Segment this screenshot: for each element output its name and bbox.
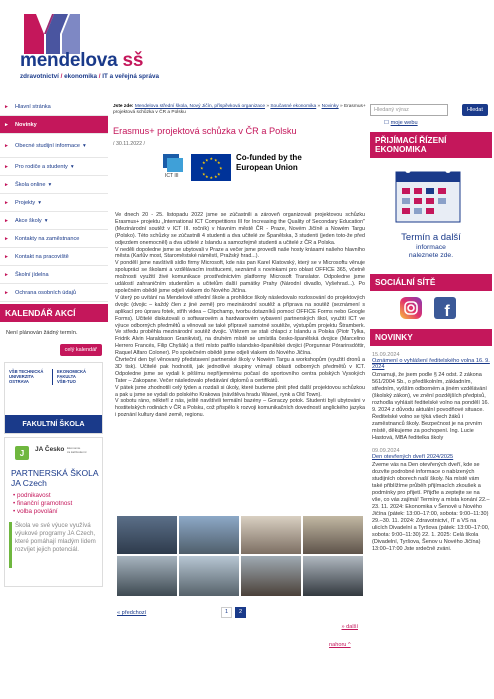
gallery-photo[interactable] <box>303 516 363 554</box>
mendelova-logo-mark-icon[interactable] <box>22 10 82 54</box>
social-heading: SOCIÁLNÍ SÍTĚ <box>370 274 492 291</box>
gallery-photo[interactable] <box>117 516 177 554</box>
news-item: 09.09.2024 Den otevřených dveří 2024/2025 Zveme vás na Den otevřených dveří, kde se dozvíte podrobné informace o nabízených studijních oborech naší školy. Na místě vám také přiblížíme průběh přijímacích zkoušek a podmínky pro přijetí. Přijďte a zeptejte se na vše, co vás zajímá! Termíny a místa konání 22.–23. 11. 2024: Ekonomika v Šenově u Nového Jičína (pátek: 13:00–17:00, sobota: 9:00–11:30) 29.–30. 11. 2024: Zdravotnictví, IT a VS na ulicích Divadelní a Tyršova (pátek: 13:00–17:00, sobota: 9:00–11:30) 22. 1. 2025: Celá škola (Divadelní, Tyršova, Šenov u Nového Jičína) 13:00–17:00 Jste srdečně zváni. <box>372 448 490 552</box>
gallery-photo[interactable] <box>241 516 301 554</box>
gallery-photo[interactable] <box>241 556 301 596</box>
gallery-photo[interactable] <box>117 556 177 596</box>
arrow-icon: ► <box>4 181 9 188</box>
prev-page-link[interactable]: « předchozí <box>117 610 147 616</box>
chevron-down-icon: ▾ <box>44 217 48 224</box>
page-2-button[interactable]: 2 <box>235 607 246 618</box>
svg-text:ICT III: ICT III <box>165 173 179 178</box>
nav-item-pro-rodice[interactable]: ► Pro rodiče a studenty ▾ <box>0 158 108 176</box>
svg-text:★: ★ <box>217 171 221 177</box>
sitemap-icon: ☐ <box>384 120 390 126</box>
gallery-photo[interactable] <box>303 556 363 596</box>
breadcrumb: Jste zde: Mendelova střední škola, Nový Jičín, příspěvková organizace » Současné ekonomika » Novinky » Erasmus+ projektová schůzka v ČR a Polsku <box>113 104 366 115</box>
search-input[interactable]: Hledaný výraz <box>370 104 448 116</box>
arrow-icon: ► <box>4 103 9 110</box>
breadcrumb-link[interactable]: Novinky <box>321 104 339 109</box>
social-icons <box>370 291 492 325</box>
photo-gallery <box>117 516 363 598</box>
ja-czech-banner[interactable]: J JA Česko Ekonomie za každodenní PARTNERSKÁ ŠKOLA JA Czech • podnikavost • finanční gramotnost • volba povolání Škola ve své výuce využívá výukové programy JA Czech, které pomáhají mladým lidem rozvíjet jejich potenciál. <box>4 437 103 587</box>
svg-text:★: ★ <box>200 165 204 171</box>
nav-item-hlavni-stranka[interactable]: ► Hlavní stránka <box>0 98 108 116</box>
fakultni-skola-label: FAKULTNÍ ŠKOLA <box>5 415 102 433</box>
arrow-icon: ► <box>4 142 9 149</box>
gallery-photo[interactable] <box>179 516 239 554</box>
fakultni-skola-banner[interactable]: VŠB TECHNICKÁ UNIVERZITA OSTRAVA EKONOMICKÁ FAKULTA VŠB-TUO FAKULTNÍ ŠKOLA <box>4 362 103 434</box>
arrow-icon: ► <box>4 199 9 206</box>
arrow-icon: ► <box>4 253 9 260</box>
site-map-link[interactable]: ☐ moje webu <box>384 120 418 126</box>
nav-item-skolni-jidelna[interactable]: ► Školní jídelna <box>0 266 108 284</box>
svg-text:★: ★ <box>205 157 209 163</box>
main-content <box>113 104 366 419</box>
article-body: Ve dnech 20 - 25. listopadu 2022 jsme se zúčastnili a zároveň organizovali projektovou schůzku Erasmus+ projektu „International ICT Competitions III for Increasing the Quality of Secondary Education" (Mezinárodní soutěž v ICT III. ročník) v hlavním městě ČR - Praze, Novém Jičíně a Nowém Targu (Polsko). Této schůzky se zúčastnili 4 studenti a dva učitelé ze Španělska, 3 studenti (jeden toto-že před odjezdem onemocněl) a dva učitelé z Islandu a samozřejmě studenti a učitelé z ČR a Polska. V neděli dopoledne jsme se ubytovali v Praze a večer jsme provedli naše hosty krásami našeho hlavního města (Karlův most, Staroměstské náměstí, Pražský hrad...). V pondělí jsme navštívili sídlo firmy Microsoft, kde nás pan Karel Klatovský, který se v Microsoftu věnuje spolupráci se školami a vzdělávacím institucemi, seznámil s novinkami pro oblast OFFICE 365, včetně možnosti využití živé komunikace prostřednictvím platformy Microsoft Translator. Odpoledne jsme událostí zahraničním studentům a učitelům další památky Prahy (Národní divadlo, Vyšehrad...). Po společném obědě jsme odjeli vlakem do Nového Jičína. V úterý po uvítání na Mendelově střední škole a prohlídce školy následovalo rozlosování do projektových dvojic (dvojic – každý člen z jiné země) pro mezinárodní soutěž a příprava na soutěž (seznámení s aplikací pro úpravu fotek, střih videa – Clipchamp, tvorbu dotazníků pomocí OFFICE Forms nebo Google Forms). Učitelé diskutovali o softwarovém a hardwarovém vybavení partnerských škol, využití ICT ve výuce odborných předmětů a věnovali se také přípravě samotné soutěže, výstupům projektu Štramberk. Ve středu proběhla mezinárodní soutěž dvojic. Vítězem se stali chlapci z Islandu a Polska (Piotr Tylka, Fridrik Alvin Haraldsson Granikvist), na druhém místě se umístila česko-španělská dvojice (Marcelino Herrero Francés, Filip Chyšák) a třetí místo patřilo islandsko-španělské dvojici (Porgunnar Pórarinsdóttir, Raquel Alfaro Coloner). Po společném obědě jsme odjeli vlakem do Nového Jičína. Čtvrteční den byl věnovaný představení partnerské školy v Nowém Targu a workshopům (využití dronů a 3D tisk). Učitelé pak hodnotili, jak jednotlivé skupiny vnímají oblasti odborných předmětů v ICT. Odpoledne jsme se vydali k pěšímu nepříjemnému počasí do sportovního centra polských Vysokých Tater – Zakopane. Večer následovalo předávání diplomů a certifikátů. V pátek jsme zhodnotili celý týden a rozdali si úkoly, které budeme plnit před další projektovou schůzkou a pak u jsme se vydali do polského Krakowa (návštěva hradu Wawel, rynk a Old Town). V sobotu ráno, někteří z nás, ještě navštívili termální bazény – Goraczy potok. Studenti byli ubytováni v hostitelských rodinách v ČR a Polsku, což přispělo k rozvoji komunikačních dovedností anglického jazyka i poznání kultury dané země, regionu. <box>115 212 365 419</box>
nav-item-studijni-informace[interactable]: ► Obecné studijní informace ▾ <box>0 134 108 158</box>
site-header <box>0 0 494 96</box>
chevron-down-icon: ▾ <box>70 163 74 170</box>
arrow-icon: ► <box>4 271 9 278</box>
admission-banner[interactable]: Termín a další informace naleznete zde. <box>370 158 492 266</box>
full-calendar-button[interactable]: celý kalendář <box>60 344 102 356</box>
svg-text:★: ★ <box>209 175 214 180</box>
ict-logo-icon <box>159 152 187 178</box>
eu-cofunded-banner <box>113 150 366 208</box>
arrow-icon: ► <box>4 235 9 242</box>
nav-item-skola-online[interactable]: ► Škola online ▾ <box>0 176 108 194</box>
gallery-photo[interactable] <box>179 556 239 596</box>
nav-item-kontakt-pracoviste[interactable]: ► Kontakt na pracoviště <box>0 248 108 266</box>
calendar-illustration-icon <box>390 162 466 226</box>
site-logo-text[interactable]: mendelova sš <box>20 50 144 71</box>
ja-logo-icon <box>13 444 31 462</box>
right-sidebar <box>370 104 492 553</box>
pagination <box>113 604 366 634</box>
nav-item-ochrana-udaju[interactable]: ► Ochrana osobních údajů <box>0 284 108 302</box>
svg-text:★: ★ <box>214 174 218 179</box>
nav-item-projekty[interactable]: ► Projekty ▾ <box>0 194 108 212</box>
svg-text:J: J <box>19 449 25 458</box>
arrow-icon: ► <box>4 289 9 296</box>
instagram-icon[interactable] <box>400 297 422 319</box>
site-tagline: zdravotnictví / ekonomika / IT a veřejná správa <box>20 73 159 80</box>
chevron-down-icon: ▾ <box>48 181 52 188</box>
facebook-icon[interactable] <box>434 297 456 319</box>
article-title: Erasmus+ projektová schůzka v ČR a Polsku <box>113 126 297 136</box>
breadcrumb-link[interactable]: Mendelova střední škola, Nový Jičín, příspěvková organizace <box>134 104 265 109</box>
news-list <box>370 346 492 553</box>
chevron-down-icon: ▾ <box>82 142 86 149</box>
svg-text:f: f <box>444 303 450 319</box>
search-form <box>370 104 492 116</box>
svg-text:★: ★ <box>214 157 218 163</box>
next-page-link[interactable]: » další <box>341 624 358 630</box>
svg-text:★: ★ <box>217 160 221 165</box>
nav-item-novinky[interactable]: ► Novinky <box>0 116 108 134</box>
nav-item-kontakty-zamestnanci[interactable]: ► Kontakty na zaměstnance <box>0 230 108 248</box>
arrow-icon: ► <box>4 217 9 224</box>
svg-text:★: ★ <box>219 165 223 171</box>
news-item: 15.09.2024 Oznámení o vyhlášení ředitelského volna 16. 9. 2024 Oznamuji, že jsem podle § 24 odst. 2 zákona 561/2004 Sb., o předškolním, základním, středním, vyšším odborném a jiném vzdělávání (školský zákon), ve znění pozdějších předpisů, rozhodla vyhlásit ředitelské volno na pondělí 16. 9. 2024 z důvodu aktuální povodňové situace. Ředitelské volno se týká všech žáků i zaměstnanců školy. Bezpečnost je na prvním místě, děkujeme za pochopení. Ing. Lucie Hastová, MBA ředitelka školy <box>372 352 490 441</box>
nav-item-akce-skoly[interactable]: ► Akce školy ▾ <box>0 212 108 230</box>
back-to-top-link[interactable]: nahoru ^ <box>329 642 351 648</box>
svg-text:★: ★ <box>205 174 209 179</box>
article-date: / 30.11.2022 / <box>113 141 146 147</box>
svg-text:★: ★ <box>202 171 206 177</box>
left-sidebar <box>0 98 108 356</box>
svg-text:★: ★ <box>202 160 206 165</box>
chevron-down-icon: ▾ <box>38 199 42 206</box>
eu-flag-icon <box>191 154 231 181</box>
page-1-button[interactable]: 1 <box>221 607 232 618</box>
news-title-link[interactable]: Den otevřených dveří 2024/2025 <box>372 454 454 460</box>
breadcrumb-link[interactable]: Současné ekonomika <box>270 104 317 109</box>
calendar-empty-text: Není plánován žádný termín. <box>6 330 78 336</box>
news-title-link[interactable]: Oznámení o vyhlášení ředitelského volna 16. 9. 2024 <box>372 358 490 370</box>
search-button[interactable]: Hledat <box>462 104 488 116</box>
calendar-heading: KALENDÁŘ AKCÍ <box>0 304 108 322</box>
arrow-icon: ► <box>4 163 9 170</box>
news-heading: NOVINKY <box>370 329 492 346</box>
eu-text: Co-funded by the European Union <box>236 153 302 172</box>
svg-text:★: ★ <box>209 156 214 161</box>
arrow-icon: ► <box>4 121 9 128</box>
admission-heading: PŘIJÍMACÍ ŘÍZENÍ EKONOMIKA <box>370 132 492 158</box>
